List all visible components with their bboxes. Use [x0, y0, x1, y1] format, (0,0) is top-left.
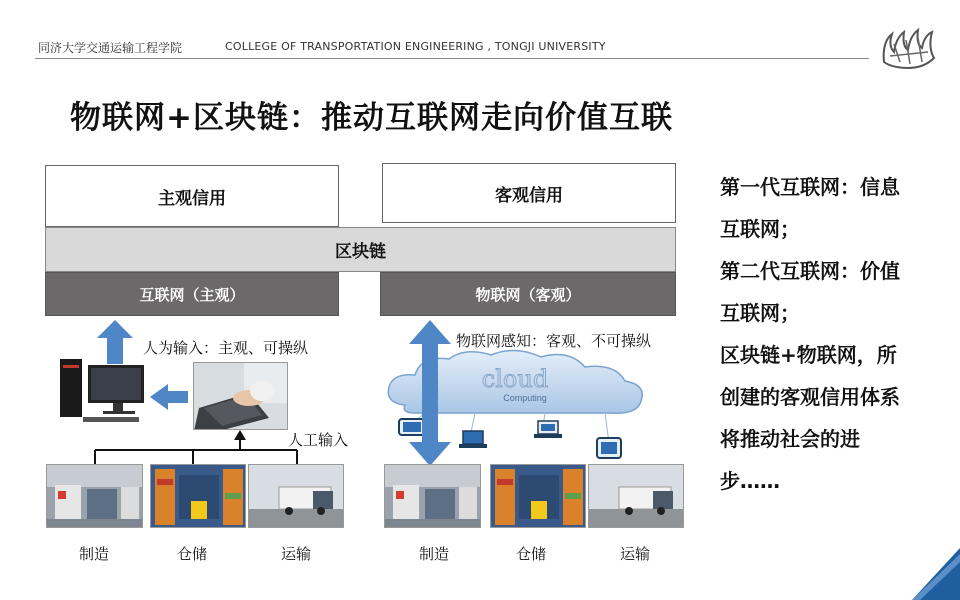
- caption-transport-left: 运输: [280, 545, 311, 563]
- summary-line: 创建的客观信用体系: [720, 385, 900, 409]
- subjective-credit-box: 主观信用: [45, 165, 339, 227]
- transport-photo-left: [248, 464, 344, 528]
- summary-line: 互联网；: [720, 301, 800, 325]
- summary-line: 第一代互联网：信息: [720, 175, 900, 199]
- iot-sensing-label: 物联网感知：客观、不可操纵: [456, 332, 652, 350]
- manufacturing-photo-left: [46, 464, 143, 528]
- transport-photo-right: [588, 464, 684, 528]
- laptop-device-icon-2: [533, 420, 563, 440]
- caption-warehouse-right: 仓储: [515, 545, 546, 563]
- laptop-typing-photo: [193, 362, 288, 430]
- page-title: 物联网+区块链：推动互联网走向价值互联: [70, 100, 673, 136]
- blockchain-bar: 区块链: [45, 227, 676, 272]
- laptop-device-icon: [458, 430, 488, 450]
- cloud-text: cloud: [481, 365, 549, 393]
- objective-credit-box: 客观信用: [382, 163, 676, 223]
- summary-line: 第二代互联网：价值: [720, 259, 900, 283]
- warehouse-photo-left: [150, 464, 246, 528]
- caption-transport-right: 运输: [619, 545, 650, 563]
- summary-line: 区块链+物联网，所: [720, 343, 897, 367]
- corner-decoration: [912, 548, 960, 600]
- university-logo-icon: [878, 22, 940, 74]
- summary-line: 将推动社会的进: [720, 427, 860, 451]
- warehouse-photo-right: [490, 464, 586, 528]
- double-arrow-icon: [405, 318, 455, 468]
- school-name-en: COLLEGE OF TRANSPORTATION ENGINEERING , TONGJI UNIVERSITY: [225, 40, 606, 53]
- header-divider: [35, 58, 869, 59]
- caption-manufacturing-left: 制造: [78, 545, 109, 563]
- summary-text: [720, 166, 945, 502]
- human-input-label: 人为输入：主观、可操纵: [143, 339, 309, 357]
- manual-input-connector: [85, 428, 305, 468]
- cloud-sub-text: Computing: [503, 393, 547, 403]
- caption-warehouse-left: 仓储: [176, 545, 207, 563]
- left-arrow-icon: [148, 382, 190, 412]
- desktop-computer-icon: [55, 355, 150, 425]
- caption-manufacturing-right: 制造: [418, 545, 449, 563]
- manual-input-label: 人工输入: [288, 431, 349, 449]
- summary-line: 步……: [720, 469, 780, 493]
- summary-line: 互联网；: [720, 217, 800, 241]
- school-name-cn: 同济大学交通运输工程学院: [38, 41, 183, 55]
- manufacturing-photo-right: [384, 464, 481, 528]
- internet-subjective-bar: 互联网（主观）: [45, 272, 339, 316]
- iot-objective-bar: 物联网（客观）: [380, 272, 676, 316]
- tablet-device-icon-2: [596, 437, 622, 461]
